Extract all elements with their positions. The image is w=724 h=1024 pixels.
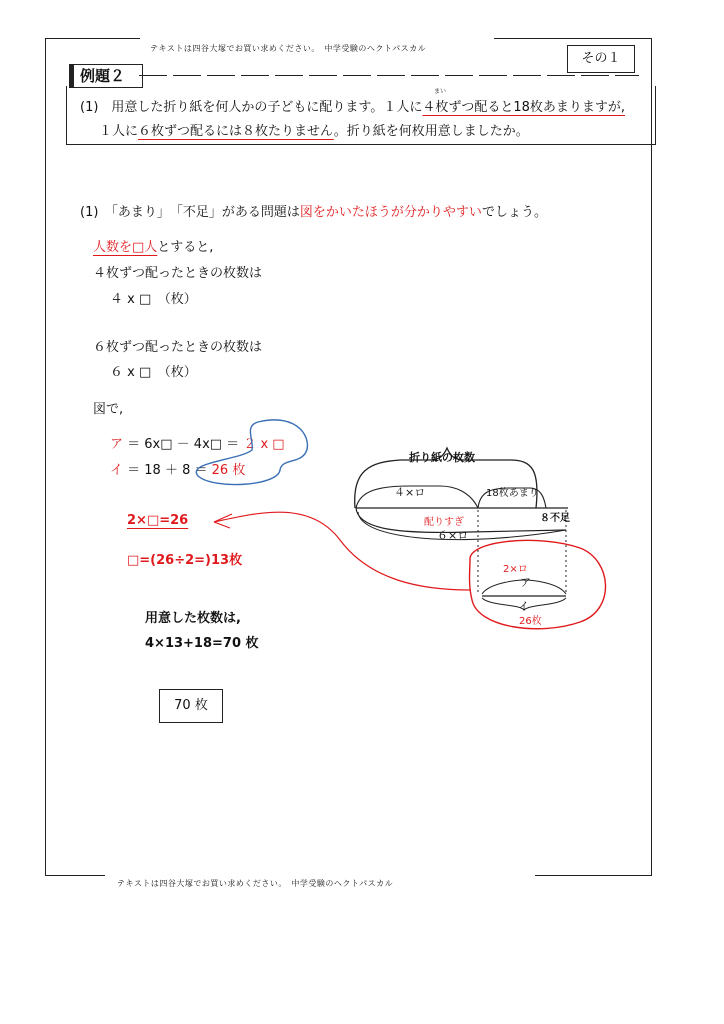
hw-equation-1: 2×□=26 bbox=[127, 513, 189, 528]
hw-equation-2-a: □=(26÷2=) bbox=[127, 553, 211, 568]
problem-line-2-suffix: 。折り紙を何枚用意しましたか。 bbox=[333, 124, 529, 139]
zoom-label-a: ア bbox=[520, 576, 531, 589]
problem-line-2-highlight: ６枚ずつ配るには８枚たりません bbox=[138, 124, 334, 139]
eq-a-head: ア bbox=[110, 437, 124, 452]
case4-label: ４枚ずつ配ったときの枚数は bbox=[93, 266, 263, 281]
problem-line-1-highlight: ４枚ずつ配ると18枚あまりますが, bbox=[422, 100, 626, 115]
eq-i-head: イ bbox=[110, 463, 124, 478]
diagram-title: 折り紙の枚数 bbox=[409, 451, 475, 464]
diagram-seg-4x: ４×ロ bbox=[394, 486, 426, 499]
footer-notice: テキストは四谷大塚でお買い求めください。 中学受験のヘクトパスカル bbox=[117, 879, 394, 888]
eq-i-mid: ＝ 18 ＋ 8 ＝ bbox=[127, 463, 208, 478]
prepared-label: 用意した枚数は, bbox=[145, 611, 241, 626]
case4-expr: ４ x □ （枚） bbox=[110, 292, 197, 307]
eq-a-tail: ２ x □ bbox=[243, 437, 285, 452]
zoom-label-top: 2×ロ bbox=[503, 564, 528, 575]
zoom-label-26: 26枚 bbox=[519, 616, 542, 627]
eq-i-tail: 26 枚 bbox=[211, 463, 246, 478]
problem-line-1-prefix: (1) 用意した折り紙を何人かの子どもに配ります。１人に bbox=[80, 100, 423, 115]
case6-expr: ６ x □ （枚） bbox=[110, 365, 197, 380]
assume-highlight: 人数を□人 bbox=[93, 240, 158, 255]
hw-equation-2-b: 13枚 bbox=[210, 553, 243, 568]
blue-loop bbox=[196, 420, 307, 485]
diagram-seg-8: ８不足 bbox=[540, 513, 570, 524]
example-tag: 例題２ bbox=[69, 64, 143, 88]
solution-intro-a: (1) 「あまり」 「不足」がある問題は bbox=[80, 205, 300, 220]
by-figure: 図で, bbox=[93, 402, 124, 417]
ruby-mai: まい bbox=[434, 88, 447, 95]
zoom-label-i: イ bbox=[518, 600, 529, 613]
problem-line-2-prefix: １人に bbox=[99, 124, 139, 139]
assume-rest: とすると, bbox=[157, 240, 214, 255]
page-label: その１ bbox=[567, 45, 635, 73]
solution-intro-highlight: 図をかいたほうが分かりやすい bbox=[299, 205, 482, 220]
prepared-calc: 4×13+18=70 枚 bbox=[145, 636, 259, 651]
case6-label: ６枚ずつ配ったときの枚数は bbox=[93, 340, 263, 355]
solution-intro-b: でしょう。 bbox=[481, 205, 547, 220]
diagram-seg-6x: ６×ロ bbox=[437, 529, 469, 542]
red-arrowhead bbox=[214, 514, 232, 528]
header-notice: テキストは四谷大塚でお買い求めください。 中学受験のヘクトパスカル bbox=[150, 44, 427, 53]
diagram-seg-18: 18枚あまり bbox=[486, 488, 539, 499]
eq-a-mid: ＝ 6x□ － 4x□ ＝ bbox=[127, 437, 240, 452]
answer-box: 70 枚 bbox=[159, 689, 223, 723]
diagram-over: 配りすぎ bbox=[424, 517, 464, 528]
